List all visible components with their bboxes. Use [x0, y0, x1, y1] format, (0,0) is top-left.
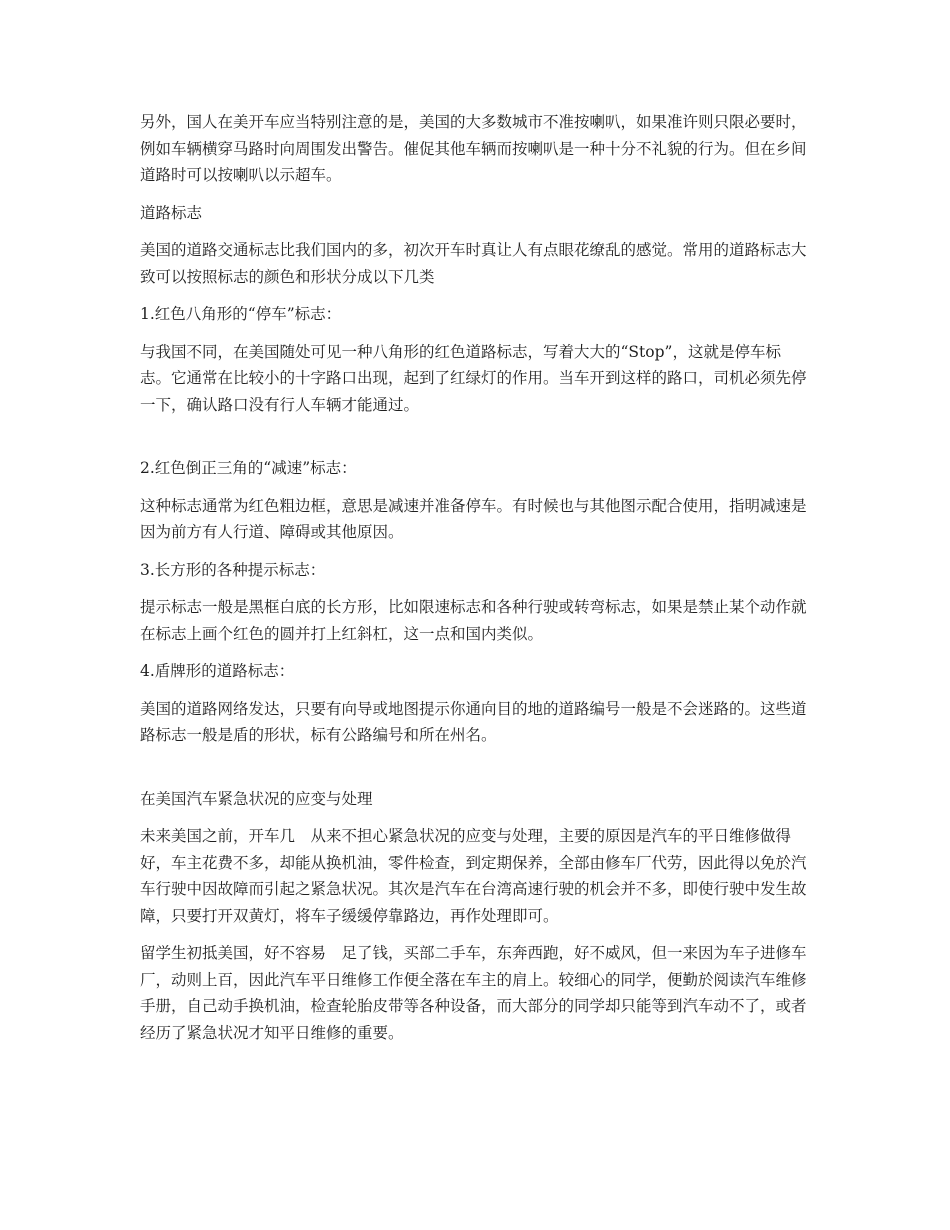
section-heading-emergency: 在美国汽车紧急状况的应变与处理 [140, 789, 373, 808]
subheading-yield-sign: 2.红色倒正三角的“减速”标志： [140, 459, 357, 477]
paragraph-road-signs-intro: 美国的道路交通标志比我们国内的多，初次开车时真让人有点眼花缭乱的感觉。常用的道路标志大致可以按照标志的颜色和形状分成以下几类 [140, 241, 807, 286]
paragraph-rectangular-signs: 提示标志一般是黑框白底的长方形，比如限速标志和各种行驶或转弯标志，如果是禁止某个动作就在标志上画个红色的圆并打上红斜杠，这一点和国内类似。 [140, 598, 807, 643]
paragraph-emergency-1: 未来美国之前，开车几 从来不担心紧急状况的应变与处理，主要的原因是汽车的平日维修做得好，车主花费不多，却能从换机油，零件检查，到定期保养，全部由修车厂代劳，因此得以免於汽车行驶中因故障而引起之紧急状况。其次是汽车在台湾高速行驶的机会并不多，即使行驶中发生故障，只要打开双黄灯，将车子缓缓停靠路边，再作处理即可。 [140, 827, 807, 925]
section-heading-road-signs: 道路标志 [140, 203, 203, 222]
blank-line [140, 760, 810, 786]
subheading-rectangular-signs: 3.长方形的各种提示标志： [140, 560, 326, 579]
paragraph-emergency-2: 留学生初抵美国，好不容易 足了钱，买部二手车，东奔西跑，好不威风，但一来因为车子进修车厂，动则上百，因此汽车平日维修工作便全落在车主的肩上。较细心的同学，便勤於阅读汽车维修手册，自己动手换机油，检查轮胎皮带等各种设备，而大部分的同学却只能等到汽车动不了，或者经历了紧急状况才知平日维修的重要。 [140, 944, 807, 1042]
paragraph-stop-sign: 与我国不同，在美国随处可见一种八角形的红色道路标志，写着大大的“Stop”，这就是停车标志。它通常在比较小的十字路口出现，起到了红绿灯的作用。当车开到这样的路口，司机必须先停一下，确认路口没有行人车辆才能通过。 [140, 342, 807, 414]
blank-line [140, 429, 810, 455]
document-body [140, 109, 810, 1057]
paragraph-shield-signs: 美国的道路网络发达，只要有向导或地图提示你通向目的地的道路编号一般是不会迷路的。这些道路标志一般是盾的形状，标有公路编号和所在州名。 [140, 699, 807, 744]
paragraph-horn-rules: 另外，国人在美开车应当特别注意的是，美国的大多数城市不准按喇叭，如果准许则只限必要时，例如车辆横穿马路时向周围发出警告。催促其他车辆而按喇叭是一种十分不礼貌的行为。但在乡间道路时可以按喇叭以示超车。 [140, 113, 807, 184]
subheading-stop-sign: 1.红色八角形的“停车”标志： [140, 305, 342, 323]
subheading-shield-signs: 4.盾牌形的道路标志： [140, 662, 295, 680]
paragraph-yield-sign: 这种标志通常为红色粗边框，意思是减速并准备停车。有时候也与其他图示配合使用，指明减速是因为前方有人行道、障碍或其他原因。 [140, 496, 807, 541]
